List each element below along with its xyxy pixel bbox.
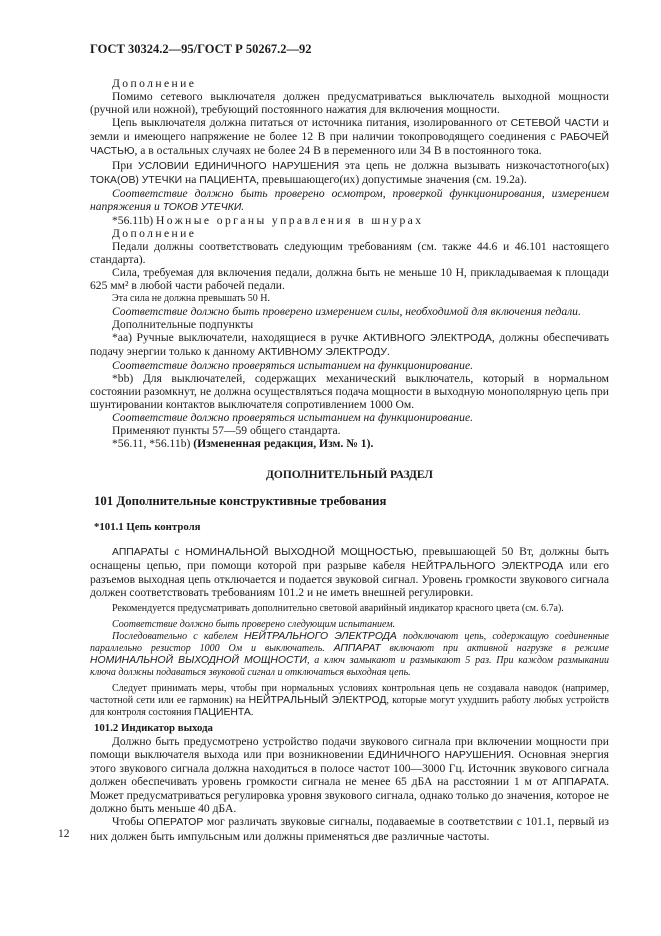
section-title: ДОПОЛНИТЕЛЬНЫЙ РАЗДЕЛ (266, 468, 433, 481)
paragraph: *56.11, *56.11b) (Измененная редакция, Изм. № 1). (112, 437, 374, 451)
paragraph: Дополнение (112, 227, 197, 241)
paragraph: Соответствие должно быть проверено измерением силы, необходимой для включения педали. (112, 304, 581, 318)
paragraph: Сила, требуемая для включения педали, должна быть не меньше 10 Н, прикладываемая к площади 625 мм² в любой части рабочей педали. (90, 266, 609, 293)
paragraph: Эта сила не должна превышать 50 Н. (112, 292, 270, 304)
subsection-heading: *101.1 Цепь контроля (94, 520, 201, 533)
paragraph: Соответствие должно быть проверено осмотром, проверкой функционирования, измерением напряжения и ТОКОВ УТЕЧКИ. (90, 186, 609, 213)
page-number: 12 (58, 828, 70, 840)
paragraph: Применяют пункты 57—59 общего стандарта. (112, 424, 341, 438)
paragraph: Помимо сетевого выключателя должен предусматриваться выключатель выходной мощности (ручной или ножной), требующий постоянного нажатия для включения мощности. (90, 90, 609, 117)
paragraph: Соответствие должно быть проверено следующим испытанием. (112, 618, 396, 630)
paragraph: Дополнительные подпункты (112, 317, 254, 331)
paragraph: Соответствие должно проверяться испытанием на функционирование. (112, 411, 474, 425)
paragraph: Последовательно с кабелем НЕЙТРАЛЬНОГО ЭЛЕКТРОДА подключают цепь, содержащую соединенные параллельно резистор 1000 Ом и выключатель. АППАРАТ включают при активной нагрузке в режиме НОМИНАЛЬНОЙ ВЫХОДНОЙ МОЩНОСТИ, а ключ замыкают и размыкают 5 раз. При каждом размыкании ключа должны подаваться звуковой сигнал и отключаться выходная цепь. (90, 630, 609, 678)
paragraph: Соответствие должно проверяться испытанием на функционирование. (112, 358, 474, 372)
paragraph: Цепь выключателя должна питаться от источника питания, изолированного от СЕТЕВОЙ ЧАСТИ и земли и имеющего напряжение не более 12 В при наличии токопроводящего соединения с РАБОЧЕЙ ЧАСТЬЮ, а в остальных случаях не более 24 В в переменного или 34 В в постоянного тока. (90, 116, 609, 158)
paragraph: *56.11b) Ножные органы управления в шнурах (112, 213, 424, 227)
paragraph: АППАРАТЫ с НОМИНАЛЬНОЙ ВЫХОДНОЙ МОЩНОСТЬЮ, превышающей 50 Вт, должны быть оснащены цепью, при помощи которой при разрыве кабеля НЕЙТРАЛЬНОГО ЭЛЕКТРОДА или его разъемов выходная цепь отключается и подается звуковой сигнал. Уровень громкости звукового сигнала должен соответствовать требованиям 101.2 и не иметь внешней регулировки. (90, 544, 609, 599)
paragraph: *bb) Для выключателей, содержащих механический выключатель, который в нормальном состоянии разомкнут, не должна осуществляться подача мощности в выходную монополярную цепь при шунтировании контактов выключателя сопротивлением 1000 Ом. (90, 371, 609, 412)
paragraph: Рекомендуется предусматривать дополнительно световой аварийный индикатор красного цвета (см. 6.7а). (112, 602, 564, 614)
paragraph: Должно быть предусмотрено устройство подачи звукового сигнала при включении мощности при помощи выключателя выхода или при возникновении ЕДИНИЧНОГО НАРУШЕНИЯ. Основная энергия этого звукового сигнала должна находиться в полосе частот 100—3000 Гц. Источник звукового сигнала должен обеспечивать уровень громкости сигнала не менее 65 дБА на расстоянии 1 м от АППАРАТА. Может предусматриваться регулировка уровня звукового сигнала, однако только до значения, которое не должно быть меньше 40 дБА. (90, 734, 609, 816)
paragraph: При УСЛОВИИ ЕДИНИЧНОГО НАРУШЕНИЯ эта цепь не должна вызывать низкочастотного(ых) ТОКА(ОВ) УТЕЧКИ на ПАЦИЕНТА, превышающего(их) допустимые значения (см. 19.2а). (90, 158, 609, 186)
paragraph: Педали должны соответствовать следующим требованиям (см. также 44.6 и 46.101 настоящего стандарта). (90, 240, 609, 267)
paragraph: *аа) Ручные выключатели, находящиеся в ручке АКТИВНОГО ЭЛЕКТРОДА, должны обеспечивать подачу энергии только к данному АКТИВНОМУ ЭЛЕКТРОДУ. (90, 330, 609, 358)
paragraph: Чтобы ОПЕРАТОР мог различать звуковые сигналы, подаваемые в соответствии с 101.1, первый из них должен быть импульсным или должны применяться две различные частоты. (90, 815, 609, 843)
document-header: ГОСТ 30324.2—95/ГОСТ Р 50267.2—92 (90, 42, 312, 56)
document-body (90, 77, 609, 843)
paragraph: Следует принимать меры, чтобы при нормальных условиях контрольная цепь не создавала наводок (например, частотной сети или ее гармоник) на НЕЙТРАЛЬНЫЙ ЭЛЕКТРОД, которые могут ухудшить работу любых устройств для контроля состояния ПАЦИЕНТА. (90, 682, 609, 718)
subsection-heading: 101.2 Индикатор выхода (94, 721, 213, 734)
subsection-heading: 101 Дополнительные конструктивные требования (94, 493, 387, 508)
paragraph: Дополнение (112, 77, 197, 90)
